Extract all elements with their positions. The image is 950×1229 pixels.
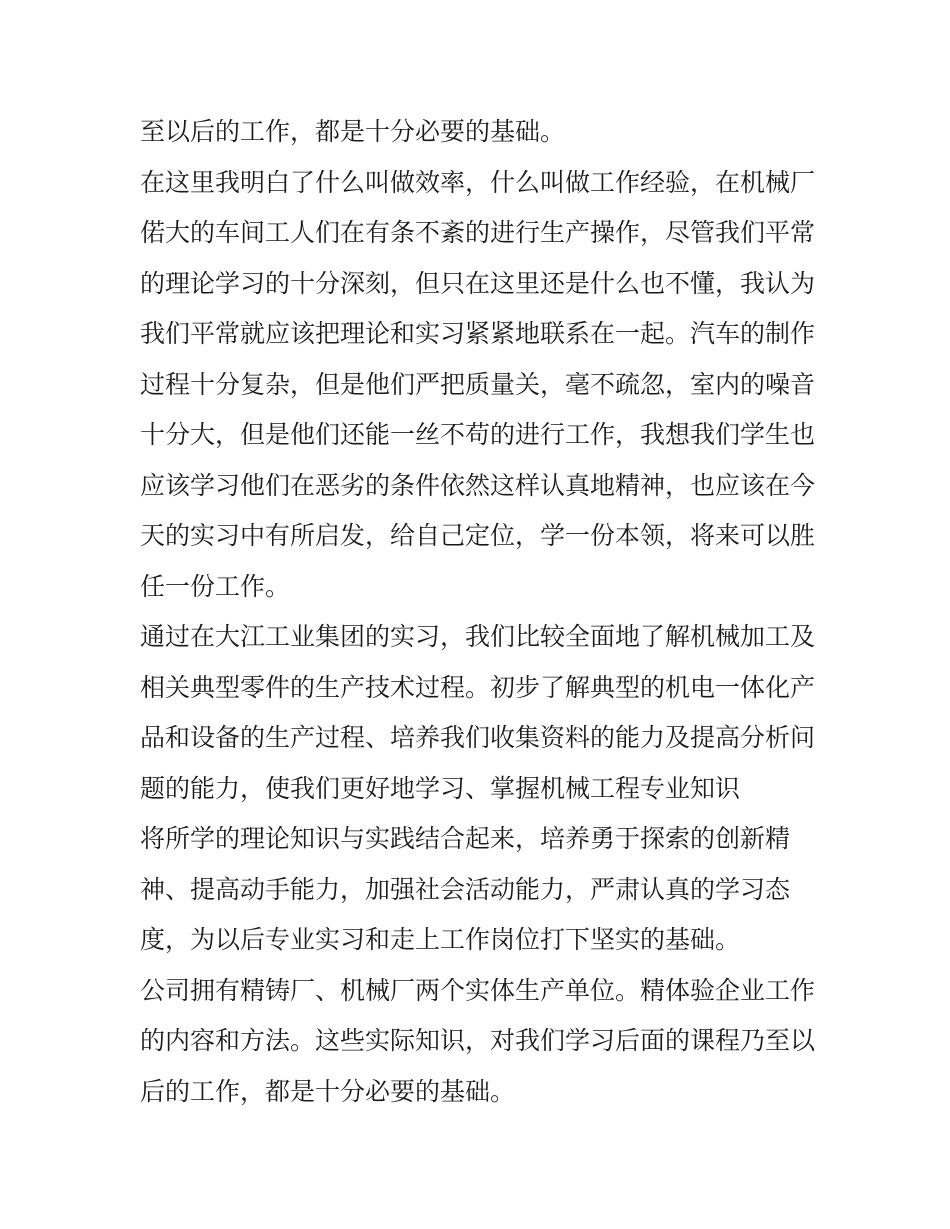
text-line: 度，为以后专业实习和走上工作岗位打下坚实的基础。 bbox=[140, 925, 741, 954]
text-line: 偌大的车间工人们在有条不紊的进行生产操作，尽管我们平常 bbox=[140, 218, 816, 247]
text-line: 在这里我明白了什么叫做效率，什么叫做工作经验，在机械厂 bbox=[140, 167, 816, 197]
document-body bbox=[140, 107, 820, 1117]
text-line: 通过在大江工业集团的实习，我们比较全面地了解机械加工及 bbox=[140, 622, 816, 651]
text-line: 的理论学习的十分深刻，但只在这里还是什么也不懂，我认为 bbox=[140, 268, 816, 298]
text-line: 过程十分复杂，但是他们严把质量关，毫不疏忽，室内的噪音 bbox=[140, 369, 816, 399]
text-line: 题的能力，使我们更好地学习、掌握机械工程专业知识 bbox=[140, 773, 741, 803]
text-line: 任一份工作。 bbox=[140, 571, 291, 601]
text-line: 至以后的工作，都是十分必要的基础。 bbox=[140, 117, 566, 146]
text-line: 应该学习他们在恶劣的条件依然这样认真地精神，也应该在今 bbox=[140, 470, 816, 500]
text-line: 我们平常就应该把理论和实习紧紧地联系在一起。汽车的制作 bbox=[140, 319, 816, 348]
text-line: 神、提高动手能力，加强社会活动能力，严肃认真的学习态 bbox=[140, 874, 791, 904]
text-line: 将所学的理论知识与实践结合起来，培养勇于探索的创新精 bbox=[140, 824, 791, 853]
text-line: 天的实习中有所启发，给自己定位，学一份本领，将来可以胜 bbox=[140, 521, 816, 550]
text-line: 十分大，但是他们还能一丝不苟的进行工作，我想我们学生也 bbox=[140, 420, 816, 449]
text-line: 品和设备的生产过程、培养我们收集资料的能力及提高分析问 bbox=[140, 723, 816, 752]
text-line: 后的工作，都是十分必要的基础。 bbox=[140, 1076, 516, 1106]
text-line: 的内容和方法。这些实际知识，对我们学习后面的课程乃至以 bbox=[140, 1026, 816, 1055]
text-line: 公司拥有精铸厂、机械厂两个实体生产单位。精体验企业工作 bbox=[140, 975, 816, 1005]
text-line: 相关典型零件的生产技术过程。初步了解典型的机电一体化产 bbox=[140, 672, 816, 702]
